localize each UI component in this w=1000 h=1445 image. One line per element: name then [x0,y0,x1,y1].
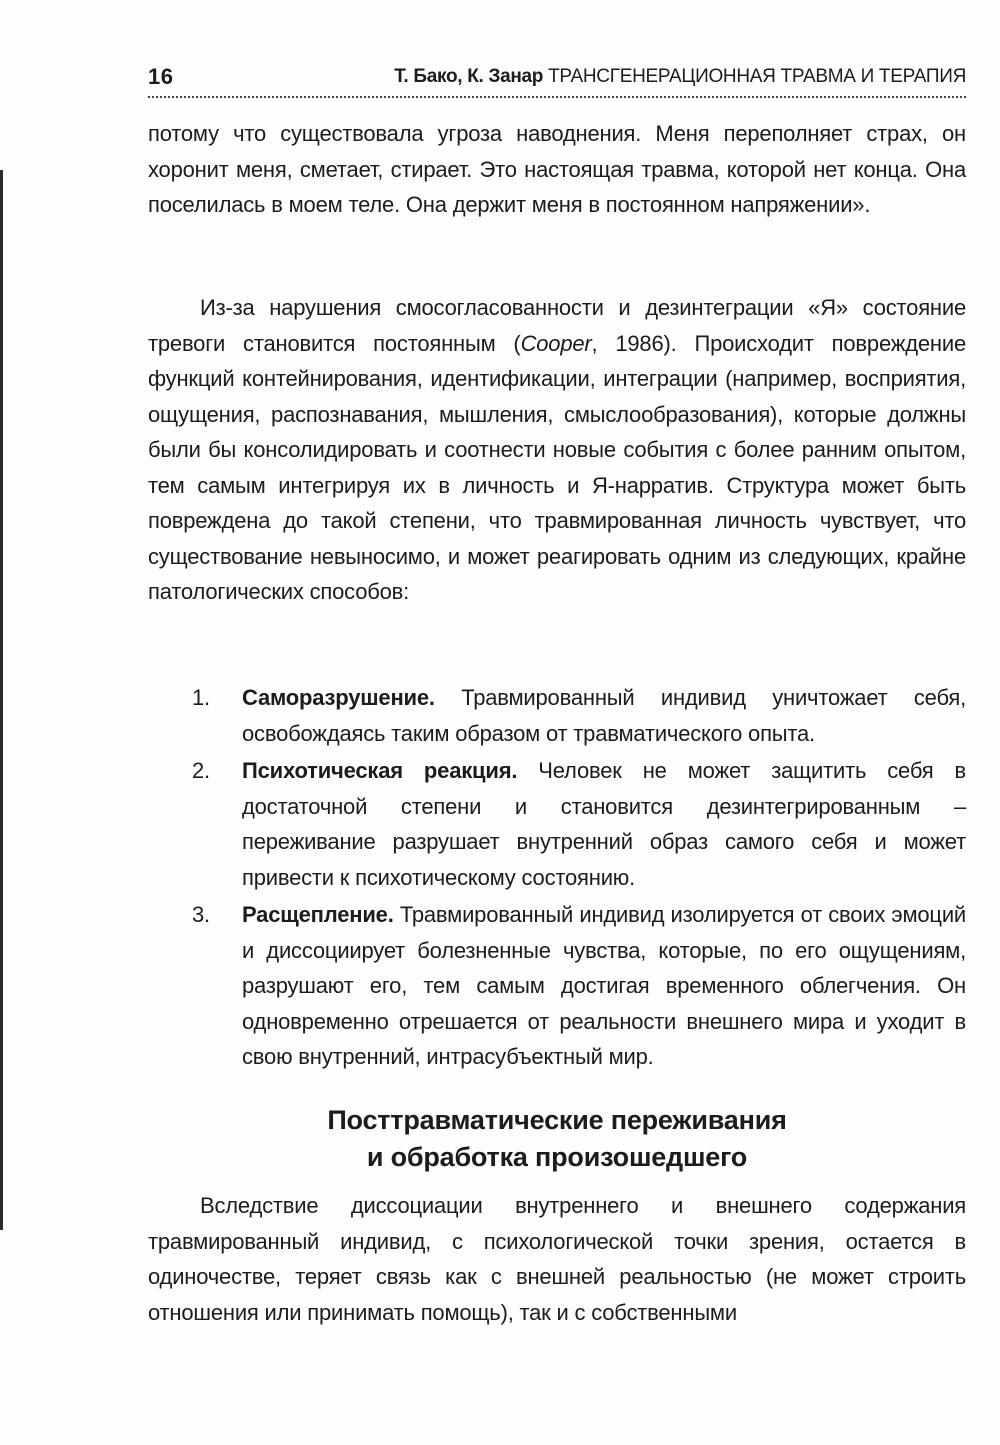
section-title-line2: и обработка произошедшего [366,1142,748,1172]
page-header [148,60,966,92]
scan-edge-shadow [0,170,3,1230]
list-item-text: Травмированный индивид уничтожает себя, освобождаясь таким образом от травматического опыта. [242,685,966,746]
list-item [192,753,966,895]
paragraph-anxiety-part1: Из-за нарушения смосогласованности и дезинтеграции «Я» состояние тревоги становится постоянным ( [148,295,966,356]
paragraph-anxiety-part2: , 1986). Происходит повреждение функций контейнирования, идентификации, интеграции (например, восприятия, ощущения, распознавания, мышления, смыслообразования), которые должны были бы консолидировать и соотнести новые события с более ранним опытом, тем самым интегрируя их в личность и Я-нарратив. Структура может быть повреждена до такой степени, что травмированная личность чувствует, что существование невыносимо, и может реагировать одним из следующих, крайне патологических способов: [148,330,966,604]
list-item-number: 3. [192,902,210,927]
list-item-term: Саморазрушение. [242,685,435,710]
list-item-text: Травмированный индивид изолируется от своих эмоций и диссоциирует болезненные чувства, которые, по его ощущениям, разрушают его, тем самым достигая временного облегчения. Он одновременно отрешается от реальности внешнего мира и уходит в свою внутренний, интрасубъектный мир. [242,902,966,1069]
list-item-term: Психотическая реакция. [242,758,518,783]
list-item-term: Расщепление. [242,902,394,927]
list-item [192,897,966,1075]
paragraph-dissociation: Вследствие диссоциации внутреннего и внешнего содержания травмированный индивид, с психологической точки зрения, остается в одиночестве, теряет связь как с внешней реальностью (не может строить отношения или принимать помощь), так и с собственными [148,1193,966,1325]
header-dotted-rule [148,96,966,98]
page-number: 16 [148,64,174,89]
list-item-text: Человек не может защитить себя в достаточной степени и становится дезинтегрированным – переживание разрушает внутренний образ самого себя и может привести к психотическому состоянию. [242,758,966,890]
list-item-number: 1. [192,685,210,710]
reaction-list [192,680,966,1077]
running-head-book-title: ТРАНСГЕНЕРАЦИОННАЯ ТРАВМА И ТЕРАПИЯ [548,66,966,87]
list-item-number: 2. [192,758,210,783]
section-title [148,1102,966,1176]
running-head-authors: Т. Бако, К. Занар [394,66,544,87]
running-head [394,66,966,88]
paragraph-anxiety [148,290,966,610]
paragraph-continued: потому что существовала угроза наводнения. Меня переполняет страх, он хоронит меня, сметает, стирает. Это настоящая травма, которой нет конца. Она поселилась в моем теле. Она держит меня в постоянном напряжении». [148,121,966,217]
citation-author: Cooper [520,330,592,356]
list-item [192,680,966,751]
section-title-line1: Посттравматические переживания [327,1105,787,1135]
